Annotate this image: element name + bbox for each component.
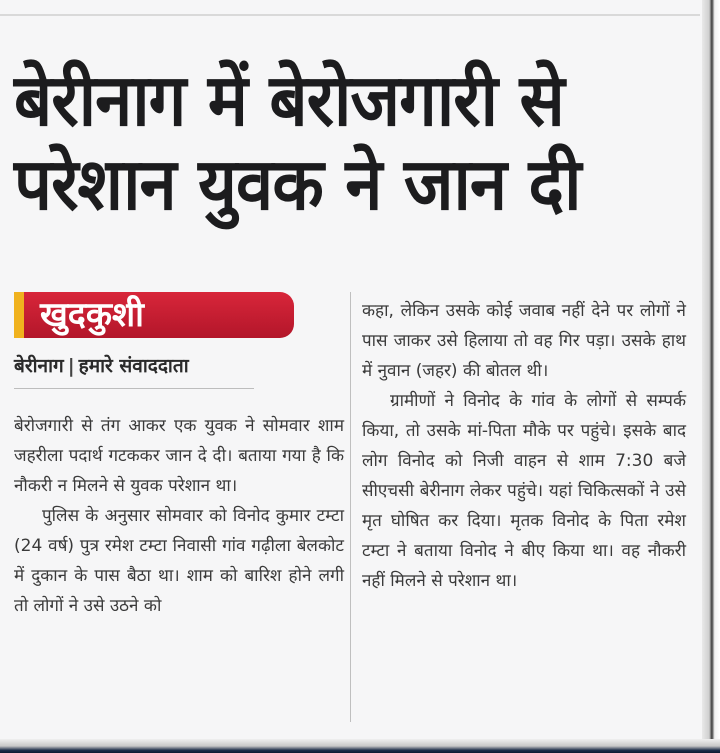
photo-edge-bottom [0, 739, 720, 753]
photo-edge-right [702, 0, 720, 753]
byline [14, 352, 254, 389]
headline-line-1: बेरीनाग में बेरोजगारी से [14, 58, 564, 142]
paragraph: पुलिस के अनुसार सोमवार को विनोद कुमार टम्टा (24 वर्ष) पुत्र रमेश टम्टा निवासी गांव गढ़ीला बेलकोट में दुकान के पास बैठा था। शाम को बारिश होने लगी तो लोगों ने उसे उठने को [14, 506, 344, 616]
section-label: खुदकुशी [14, 292, 294, 338]
right-column-text [362, 296, 686, 596]
paragraph: ग्रामीणों ने विनोद के गांव के लोगों से सम्पर्क किया, तो उसके मां-पिता मौके पर पहुंचे। इसके बाद लोग विनोद को निजी वाहन से शाम 7:30 बजे सीएचसी बेरीनाग लेकर पहुंचे। यहां चिकित्सकों ने उसे मृत घोषित कर दिया। मृतक विनोद के पिता रमेश टम्टा ने बताया विनोद ने बीए किया था। वह नौकरी नहीं मिलने से परेशान था। [362, 391, 686, 591]
headline-line-2: परेशान युवक ने जान दी [14, 142, 581, 226]
top-rule [0, 14, 700, 16]
left-column-text [14, 411, 344, 621]
headline [14, 58, 652, 226]
paragraph: कहा, लेकिन उसके कोई जवाब नहीं देने पर लोगों ने पास जाकर उसे हिलाया तो वह गिर पड़ा। उसके हाथ में नुवान (जहर) की बोतल थी। [362, 301, 686, 381]
left-column [14, 292, 344, 621]
right-column [362, 296, 686, 596]
paragraph: बेरोजगारी से तंग आकर एक युवक ने सोमवार शाम जहरीला पदार्थ गटककर जान दे दी। बताया गया है कि नौकरी न मिलने से युवक परेशान था। [14, 416, 344, 496]
byline-place: बेरीनाग [14, 355, 64, 377]
column-divider [350, 292, 351, 722]
byline-separator: | [67, 355, 75, 377]
byline-reporter: हमारे संवाददाता [78, 355, 189, 377]
